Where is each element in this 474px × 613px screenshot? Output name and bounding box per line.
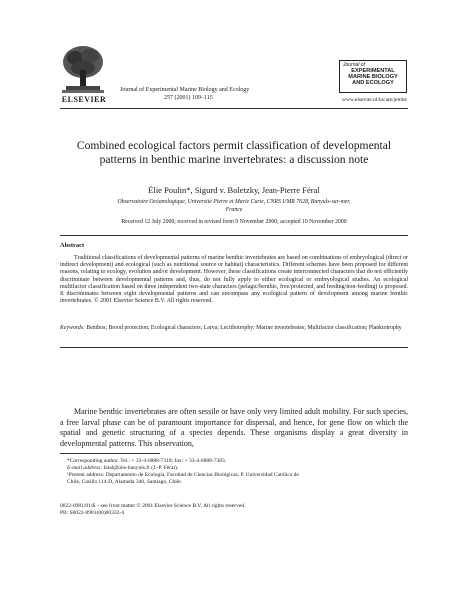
body-paragraph: Marine benthic invertebrates are often sessile or have only very limited adult mobility. For such species, a free larval phase can be of paramount importance for dispersal, and hence, for gene flow on which the spatial and genetic structuring of a species depends. These organisms display a great diversity in developmental patterns. This observation, (60, 407, 408, 448)
elsevier-tree-logo (60, 44, 106, 94)
abstract-bottom-rule (60, 347, 408, 348)
journal-name: Journal of Experimental Marine Biology and Ecology (120, 87, 250, 93)
abstract-text: Traditional classifications of developmental patterns of marine benthic invertebrates are based on combinations of embryological (direct or indirect development) and ecological (such as nutritional source or habitat) characteristics. Different schemes have been proposed for different reasons, relating to ecology, evolution and/or development. However, these classifications create interconnected characters that do not efficiently discriminate between developmental patterns and, thus, do not fully apply to either ecological or embryological studies. An ecological multifactor classification based on three independent two-state characters (pelagic/benthic, free/protected, and feeding/non-feeding) is proposed. It discriminates between eight developmental patterns and can encompass any ecological pattern of development among marine benthic invertebrates. © 2001 Elsevier Science B.V. All rights reserved. (60, 255, 408, 305)
email-address[interactable]: fatal@obs-banyuls.fr (J.-P. Féral). (103, 465, 179, 471)
corresponding-author: *Corresponding author. Tel.: + 33-4-6888-7318; fax: + 33-4-6888-7383. (67, 458, 227, 464)
abstract-top-rule (60, 235, 408, 236)
abstract-heading: Abstract (60, 242, 85, 249)
copyright-footer (60, 503, 408, 517)
article-title: Combined ecological factors permit classification of developmental patterns in benthic marine invertebrates: a discussion note (76, 139, 392, 166)
journal-title-box (339, 60, 407, 93)
affiliation-line-1: Observatoire Océanologique, Université Pierre et Marie Curie, CNRS UMR 7628, Banyuls-sur-mer, (117, 199, 351, 205)
author-affiliation (60, 198, 408, 214)
journal-box-line-2: MARINE BIOLOGY (348, 74, 398, 80)
present-address-line-2: Chile, Casilla 114-D, Alameda 340, Santiago, Chile. (67, 479, 183, 485)
journal-box-small: Journal of (343, 62, 365, 68)
journal-box-line-1: EXPERIMENTAL (351, 68, 395, 74)
pii-line: PII: S0022-0981(00)00332-4 (60, 510, 125, 516)
publisher-name: ELSEVIER (61, 95, 107, 104)
email-label: E-mail address: (67, 465, 103, 471)
footnote-rule (60, 453, 160, 454)
article-authors: Élie Poulin*, Sigurd v. Boletzky, Jean-Pierre Féral (148, 185, 320, 195)
keywords-label: Keywords: (60, 325, 85, 331)
received-dates: Received 12 July 2000; received in revised form 9 November 2000; accepted 10 November 2000 (121, 219, 347, 225)
email-line (60, 465, 408, 472)
journal-box-line-3: AND ECOLOGY (352, 80, 394, 86)
present-address-line-1: ¹Present address: Departamento de Ecología, Facultad de Ciencias Biológicas, P. Universidad Católica de (67, 472, 299, 478)
header-rule (60, 108, 408, 109)
journal-url[interactable]: www.elsevier.nl/locate/jembe (341, 97, 407, 103)
volume-pages: 257 (2001) 109–115 (164, 95, 213, 101)
journal-citation (120, 86, 290, 102)
copyright-line: 0022-0981/01/$ – see front matter © 2001 Elsevier Science B.V. All rights reserved. (60, 503, 246, 509)
keywords-list: Benthos; Brood protection; Ecological characters; Larva; Lecithotrophy; Marine invertebrates; Multifactor classification; Planktotrophy (86, 325, 402, 331)
affiliation-line-2: France (225, 207, 243, 213)
keywords (60, 325, 408, 332)
footnotes (60, 458, 408, 486)
